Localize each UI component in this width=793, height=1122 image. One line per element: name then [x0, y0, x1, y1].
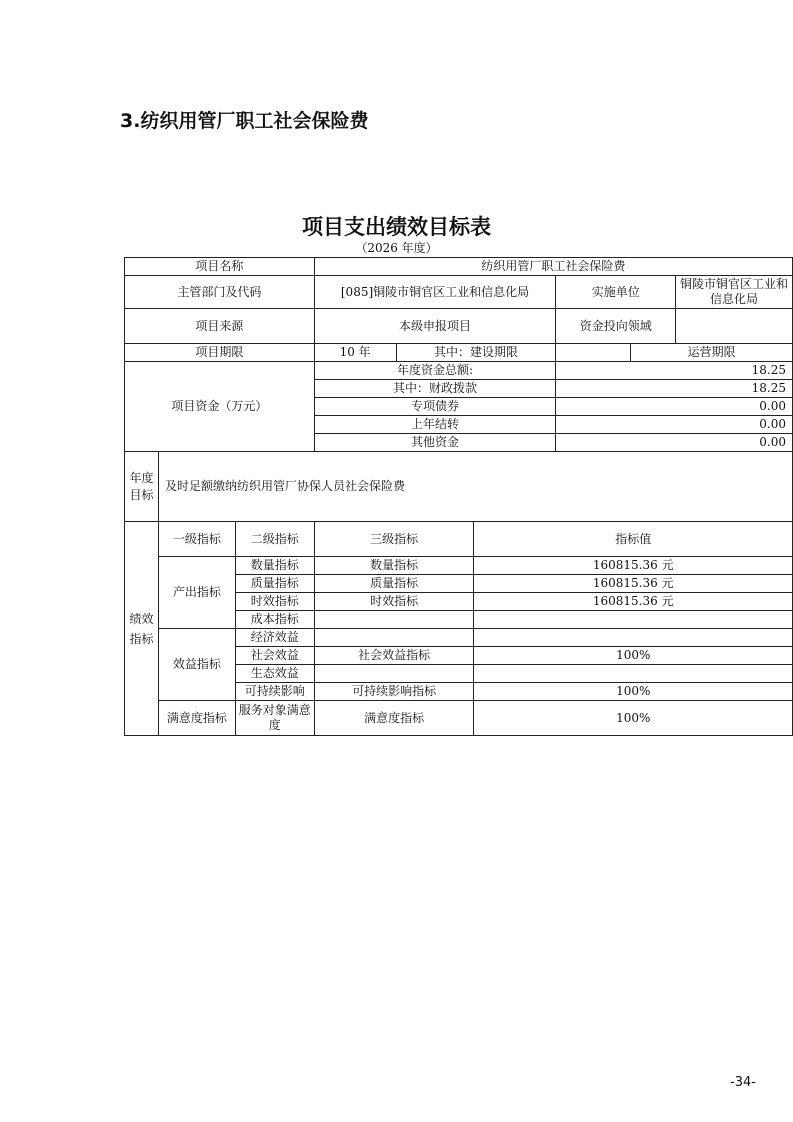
indicator-l3: 可持续影响指标 — [314, 683, 474, 701]
header-level1: 一级指标 — [158, 522, 235, 557]
header-value: 指标值 — [474, 522, 793, 557]
indicator-l3 — [314, 665, 474, 683]
annual-goal-text: 及时足额缴纳纺织用管厂协保人员社会保险费 — [158, 452, 792, 522]
impl-unit-label: 实施单位 — [556, 276, 676, 309]
indicator-l2: 社会效益 — [235, 647, 314, 665]
funds-row-label: 上年结转 — [314, 416, 556, 434]
indicator-value: 100% — [474, 701, 793, 736]
dept-label: 主管部门及代码 — [125, 276, 315, 309]
funds-row-label: 专项债券 — [314, 398, 556, 416]
funds-row-label: 其他资金 — [314, 434, 556, 452]
output-indicators-label: 产出指标 — [158, 557, 235, 629]
indicator-l3 — [314, 629, 474, 647]
indicator-l3: 满意度指标 — [314, 701, 474, 736]
indicators-section-label: 绩效指标 — [125, 522, 159, 736]
indicator-l2: 经济效益 — [235, 629, 314, 647]
indicator-l3: 社会效益指标 — [314, 647, 474, 665]
indicator-l2: 数量指标 — [235, 557, 314, 575]
indicator-value: 160815.36 元 — [474, 575, 793, 593]
funds-row-value: 0.00 — [556, 398, 793, 416]
indicator-value — [474, 611, 793, 629]
annual-goal-label: 年度目标 — [125, 452, 159, 522]
header-level2: 二级指标 — [235, 522, 314, 557]
funds-row-value: 0.00 — [556, 434, 793, 452]
funds-row-value: 18.25 — [556, 362, 793, 380]
indicator-l2: 时效指标 — [235, 593, 314, 611]
page-heading: 3.纺织用管厂职工社会保险费 — [120, 110, 369, 132]
source-value: 本级申报项目 — [314, 309, 556, 344]
indicator-l3: 质量指标 — [314, 575, 474, 593]
indicator-l2: 质量指标 — [235, 575, 314, 593]
table-year: （2026 年度） — [355, 241, 438, 255]
funds-row-value: 18.25 — [556, 380, 793, 398]
invest-field-value — [676, 309, 793, 344]
funds-row-value: 0.00 — [556, 416, 793, 434]
table-title: 项目支出绩效目标表 — [302, 215, 491, 239]
period-label: 项目期限 — [125, 344, 315, 362]
source-label: 项目来源 — [125, 309, 315, 344]
indicator-l2: 可持续影响 — [235, 683, 314, 701]
project-name-label: 项目名称 — [125, 258, 315, 276]
performance-table — [124, 257, 793, 736]
build-period-value — [556, 344, 631, 362]
indicator-value — [474, 665, 793, 683]
build-period-label: 其中：建设期限 — [396, 344, 556, 362]
project-name-value: 纺织用管厂职工社会保险费 — [314, 258, 792, 276]
indicator-l3: 数量指标 — [314, 557, 474, 575]
funds-row-label: 年度资金总额: — [314, 362, 556, 380]
indicator-value: 100% — [474, 647, 793, 665]
funds-row-label: 其中：财政拨款 — [314, 380, 556, 398]
page-number: -34- — [730, 1075, 756, 1090]
impl-unit-value: 铜陵市铜官区工业和信息化局 — [676, 276, 793, 309]
indicator-l3 — [314, 611, 474, 629]
indicator-l2: 生态效益 — [235, 665, 314, 683]
indicator-l2: 服务对象满意度 — [235, 701, 314, 736]
indicator-l2: 成本指标 — [235, 611, 314, 629]
invest-field-label: 资金投向领域 — [556, 309, 676, 344]
indicator-value: 100% — [474, 683, 793, 701]
period-value: 10 年 — [314, 344, 396, 362]
indicator-value: 160815.36 元 — [474, 593, 793, 611]
ops-period-label: 运营期限 — [631, 344, 793, 362]
indicator-l3: 时效指标 — [314, 593, 474, 611]
header-level3: 三级指标 — [314, 522, 474, 557]
benefit-indicators-label: 效益指标 — [158, 629, 235, 701]
indicator-value — [474, 629, 793, 647]
satisfaction-indicators-label: 满意度指标 — [158, 701, 235, 736]
dept-value: [085]铜陵市铜官区工业和信息化局 — [314, 276, 556, 309]
indicator-value: 160815.36 元 — [474, 557, 793, 575]
funds-label: 项目资金（万元） — [125, 362, 315, 452]
